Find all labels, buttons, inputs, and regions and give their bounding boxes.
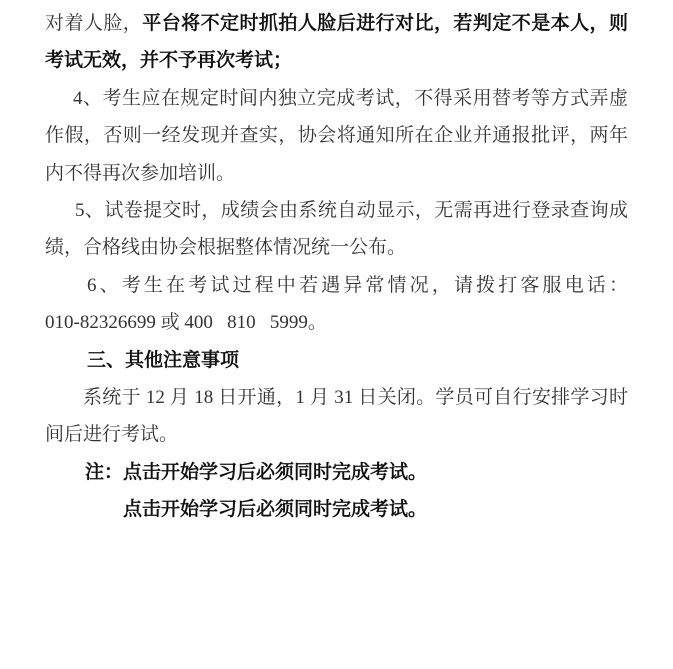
text-segment: 绩，合格线由协会根据整体情况统一公布。 <box>45 237 407 259</box>
bold-text-segment: 点击开始学习后必须同时完成考试。 <box>123 499 428 521</box>
bold-text-segment: 三、其他注意事项 <box>87 349 240 371</box>
text-segment: 010-82326699 或 400 810 5999。 <box>45 312 327 334</box>
text-segment: 对着人脸， <box>45 13 143 34</box>
body-line <box>45 155 628 192</box>
note-line <box>45 491 628 528</box>
text-segment: 内不得再次参加培训。 <box>45 162 236 184</box>
body-line <box>45 229 628 266</box>
text-segment: 系统于 12 月 18 日开通，1 月 31 日关闭。学员可自行安排学习时 <box>83 386 628 408</box>
text-segment: 间后进行考试。 <box>45 424 179 446</box>
text-segment: 6、考生在考试过程中若遇异常情况，请拨打客服电话： <box>87 274 628 296</box>
body-line <box>45 267 628 304</box>
bold-text-segment: 平台将不定时抓拍人脸后进行对比，若判定不是本人，则 <box>142 13 628 34</box>
body-line <box>45 416 628 453</box>
body-line <box>45 5 628 42</box>
text-segment: 作假，否则一经发现并查实，协会将通知所在企业并通报批评，两年 <box>45 125 628 147</box>
body-line <box>45 80 628 117</box>
bold-text-segment: 考试无效，并不予再次考试； <box>45 50 293 72</box>
phone-line <box>45 304 628 341</box>
body-line <box>45 379 628 416</box>
body-line <box>45 117 628 154</box>
text-segment: 4、考生应在规定时间内独立完成考试，不得采用替考等方式弄虚 <box>73 87 628 109</box>
bold-text-segment: 注：点击开始学习后必须同时完成考试。 <box>85 461 428 483</box>
section-heading <box>45 342 628 379</box>
body-line <box>45 192 628 229</box>
text-segment: 5、试卷提交时，成绩会由系统自动显示，无需再进行登录查询成 <box>75 199 628 221</box>
note-line <box>45 454 628 491</box>
body-line <box>45 42 628 79</box>
